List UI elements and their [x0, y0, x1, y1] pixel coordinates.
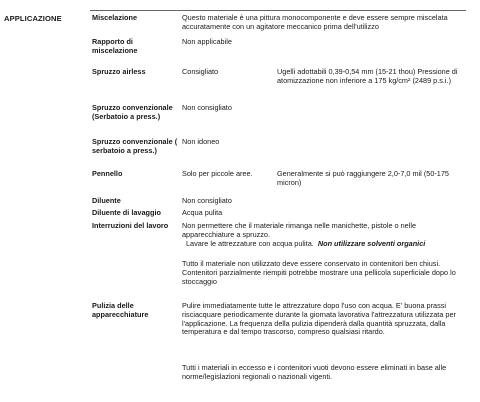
interruzioni-para2-bold: Non utilizzare solventi organici — [317, 239, 426, 248]
label-miscelazione: Miscelazione — [92, 13, 138, 22]
value-conv2: Non idoneo — [182, 137, 220, 146]
label-conv2: Spruzzo convenzionale ( serbatoio a press.) — [92, 137, 178, 155]
value-diluente-lavaggio: Acqua pulita — [182, 208, 223, 217]
top-rule — [90, 10, 466, 11]
pulizia-para1: Pulire immediatamente tutte le attrezzature dopo l'uso con acqua. E' buona prassi risciacquare periodicamente durante la giornata lavorativa l'attrezzatura utilizzata per l'applicazione. La frequenza della pulizia dipenderà dalla quantità spruzzata, dalla temperatura e dal tempo trascorso, compreso qualsiasi ritardo. — [182, 301, 456, 337]
note-airless: Ugelli adottabili 0,39-0,54 mm (15-21 thou) Pressione di atomizzazione non inferiore a 175 kg/cm² (2489 p.s.i.) — [277, 67, 458, 85]
section-title: APPLICAZIONE — [4, 14, 62, 23]
pulizia-para2: Tutti i materiali in eccesso e i contenitori vuoti devono essere eliminati in base alle norme/legislazioni regionali o nazionali vigenti. — [182, 363, 447, 381]
interruzioni-para2 — [186, 240, 476, 249]
value-conv1: Non consigliato — [182, 103, 232, 112]
interruzioni-para3: Tutto il materiale non utilizzato deve essere conservato in contenitori ben chiusi. Contenitori parzialmente riempiti potrebbe mostrare una pellicola superficiale dopo lo stoccaggio — [182, 259, 456, 286]
label-rapporto: Rapporto di miscelazione — [92, 37, 138, 55]
label-pulizia: Pulizia delle apparecchiature — [92, 301, 149, 319]
interruzioni-para2-plain: Lavare le attrezzature con acqua pulita. — [186, 239, 314, 248]
note-pennello: Generalmente si può raggiungere 2,0-7,0 mil (50-175 micron) — [277, 169, 449, 187]
value-diluente: Non consigliato — [182, 196, 232, 205]
label-airless: Spruzzo airless — [92, 67, 146, 76]
text-miscelazione: Questo materiale è una pittura monocomponente e deve essere sempre miscelata accuratamente con un agitatore meccanico prima dell'utilizzo — [182, 13, 448, 31]
label-conv1: Spruzzo convenzionale (Serbatoio a press.) — [92, 103, 173, 121]
label-diluente-lavaggio: Diluente di lavaggio — [92, 208, 161, 217]
interruzioni-para1: Non permettere che il materiale rimanga nelle manichette, pistole o nelle apparecchiature a spruzzo. — [182, 221, 417, 239]
value-airless: Consigliato — [182, 67, 219, 76]
value-pennello: Solo per piccole aree. — [182, 169, 253, 178]
label-pennello: Pennello — [92, 169, 123, 178]
label-diluente: Diluente — [92, 196, 121, 205]
label-interruzioni: Interruzioni del lavoro — [92, 221, 169, 230]
value-rapporto: Non applicabile — [182, 37, 232, 46]
